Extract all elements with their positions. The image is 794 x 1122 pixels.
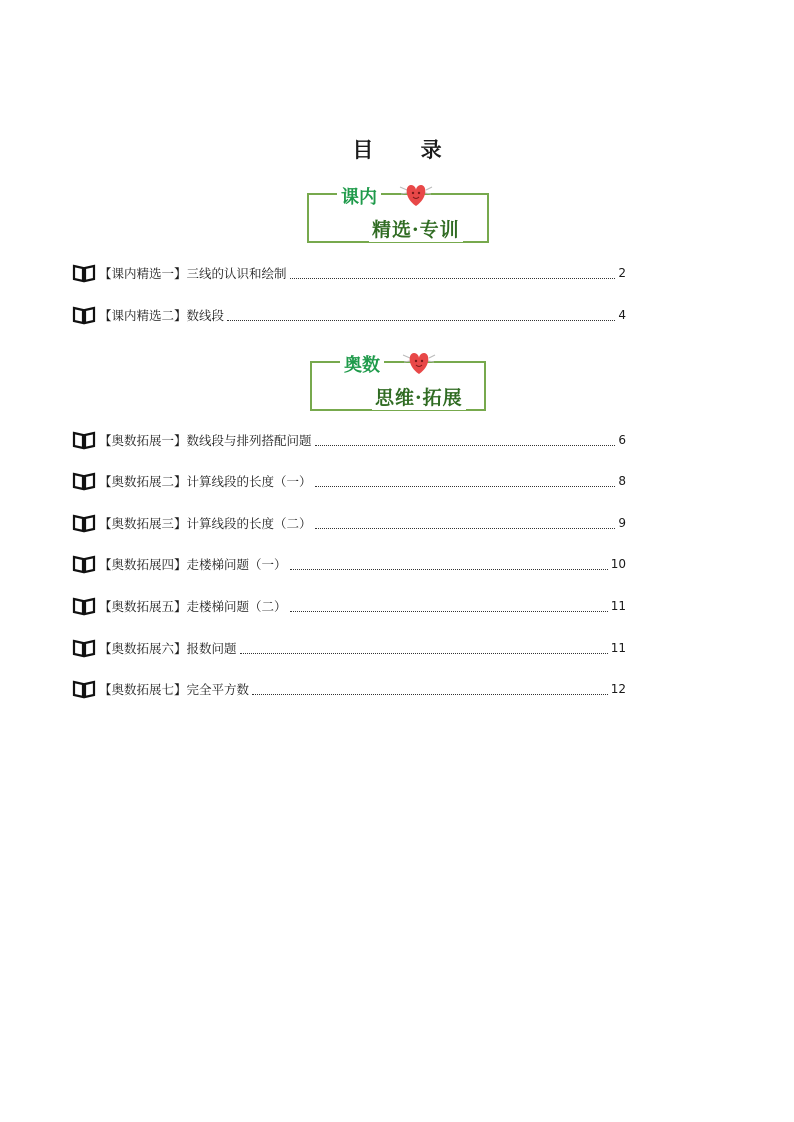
section-banner-2 xyxy=(310,355,490,409)
toc-entry-label: 【奥数拓展六】报数问题 xyxy=(99,641,237,656)
open-book-icon xyxy=(72,513,96,533)
banner-top-text: 奥数 xyxy=(340,351,384,377)
toc-entry[interactable] xyxy=(72,595,626,617)
toc-entry-label: 【课内精选一】三线的认识和绘制 xyxy=(99,266,287,281)
dot-leader xyxy=(315,486,616,487)
toc-entry[interactable] xyxy=(72,512,626,534)
toc-entry-page: 4 xyxy=(618,308,626,322)
dot-leader xyxy=(240,653,608,654)
toc-entry-page: 12 xyxy=(610,682,626,696)
toc-entry-page: 8 xyxy=(618,474,626,488)
open-book-icon xyxy=(72,263,96,283)
dot-leader xyxy=(315,528,616,529)
heart-icon xyxy=(399,179,433,209)
toc-entry[interactable] xyxy=(72,637,626,659)
toc-entry-page: 9 xyxy=(618,516,626,530)
dot-leader xyxy=(290,611,608,612)
section-banner-1 xyxy=(307,187,487,241)
open-book-icon xyxy=(72,638,96,658)
dot-leader xyxy=(290,569,608,570)
open-book-icon xyxy=(72,430,96,450)
toc-entry[interactable] xyxy=(72,304,626,326)
toc-entry-page: 2 xyxy=(618,266,626,280)
toc-entry[interactable] xyxy=(72,429,626,451)
open-book-icon xyxy=(72,679,96,699)
toc-entry-label: 【奥数拓展五】走楼梯问题（二） xyxy=(99,599,287,614)
toc-entry-page: 11 xyxy=(610,599,626,613)
page-title: 目 录 xyxy=(352,137,462,162)
toc-entry-label: 【课内精选二】数线段 xyxy=(99,308,225,323)
open-book-icon xyxy=(72,554,96,574)
banner-top-text: 课内 xyxy=(337,183,381,209)
toc-entry-label: 【奥数拓展三】计算线段的长度（二） xyxy=(99,516,312,531)
toc-entry-page: 11 xyxy=(610,641,626,655)
toc-entry[interactable] xyxy=(72,678,626,700)
toc-entry[interactable] xyxy=(72,553,626,575)
toc-entry[interactable] xyxy=(72,470,626,492)
toc-entry-label: 【奥数拓展七】完全平方数 xyxy=(99,682,250,697)
dot-leader xyxy=(290,278,616,279)
toc-entry-label: 【奥数拓展四】走楼梯问题（一） xyxy=(99,557,287,572)
open-book-icon xyxy=(72,596,96,616)
toc-entry[interactable] xyxy=(72,262,626,284)
open-book-icon xyxy=(72,471,96,491)
toc-entry-label: 【奥数拓展一】数线段与排列搭配问题 xyxy=(99,433,312,448)
toc-entry-label: 【奥数拓展二】计算线段的长度（一） xyxy=(99,474,312,489)
toc-entry-page: 10 xyxy=(610,557,626,571)
banner-bottom-text: 思维·拓展 xyxy=(372,383,466,410)
dot-leader xyxy=(252,694,608,695)
banner-bottom-text: 精选·专训 xyxy=(369,215,463,242)
toc-entry-page: 6 xyxy=(618,433,626,447)
dot-leader xyxy=(315,445,616,446)
heart-icon xyxy=(402,347,436,377)
dot-leader xyxy=(227,320,615,321)
open-book-icon xyxy=(72,305,96,325)
